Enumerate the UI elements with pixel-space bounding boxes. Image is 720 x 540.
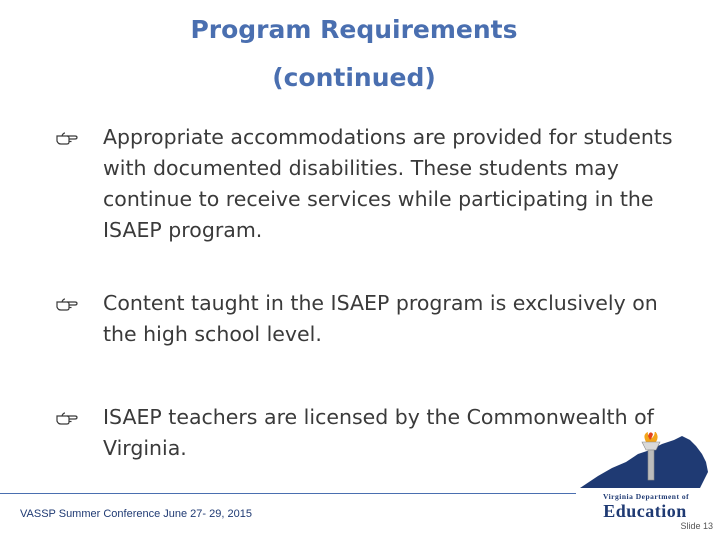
logo-line-1: Virginia Department of — [602, 492, 690, 501]
bullet-item — [56, 122, 696, 246]
bullet-text: Appropriate accommodations are provided for students with documented disabilities. These students may continue to receive services while participating in the ISAEP program. — [103, 125, 673, 242]
pointing-hand-icon — [56, 127, 78, 149]
logo-line-2: Education — [603, 501, 687, 521]
slide-number: Slide 13 — [680, 521, 713, 531]
bullet-item — [56, 288, 696, 350]
virginia-map-torch-icon — [578, 432, 712, 492]
pointing-hand-icon — [56, 407, 78, 429]
slide-title-line-1: Program Requirements — [190, 15, 518, 44]
footer-divider — [0, 493, 576, 494]
slide-title-line-2: (continued) — [272, 63, 436, 92]
slide-title — [60, 6, 648, 102]
pointing-hand-icon — [56, 293, 78, 315]
vdoe-logo — [578, 432, 712, 524]
bullet-text: Content taught in the ISAEP program is exclusively on the high school level. — [103, 291, 658, 346]
footer-conference-text: VASSP Summer Conference June 27- 29, 2015 — [20, 508, 252, 520]
bullet-text: ISAEP teachers are licensed by the Commonwealth of Virginia. — [103, 405, 654, 460]
